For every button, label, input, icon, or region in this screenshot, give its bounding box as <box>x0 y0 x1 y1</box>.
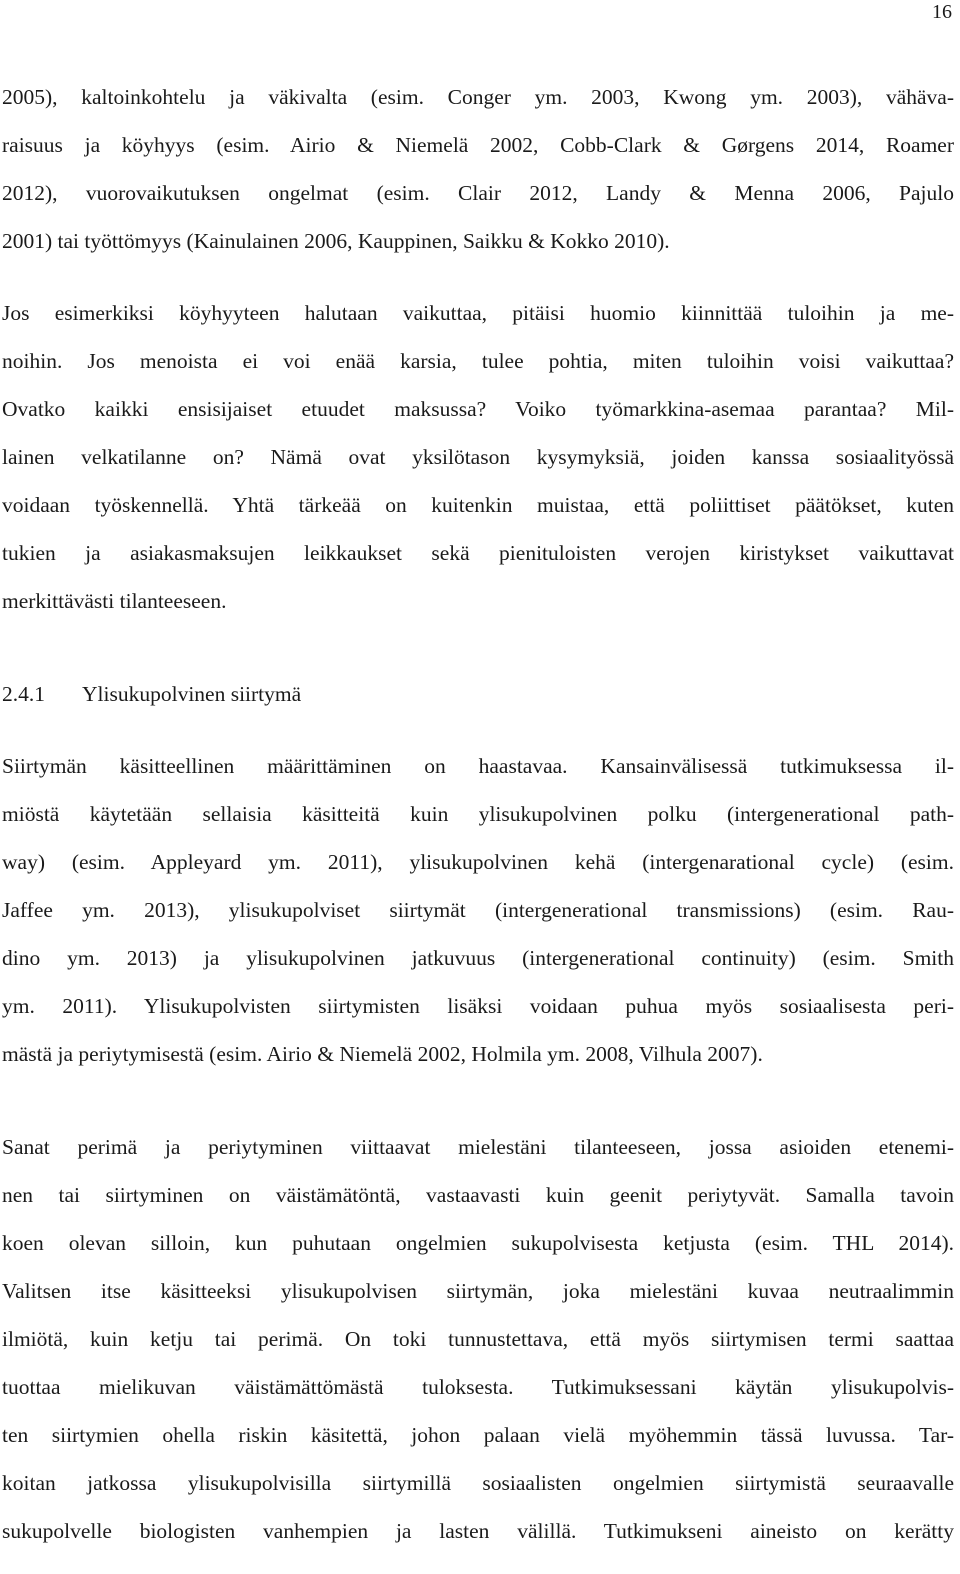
paragraph <box>2 289 954 625</box>
text-line: ym. 2011). Ylisukupolvisten siirtymisten lisäksi voidaan puhua myös sosiaalisesta peri- <box>2 994 954 1018</box>
page-number: 16 <box>932 1 952 23</box>
text-line: ilmiötä, kuin ketju tai perimä. On toki tunnustettava, että myös siirtymisen termi saattaa <box>2 1327 954 1351</box>
paragraph-gap <box>2 1078 954 1123</box>
section-heading <box>2 670 954 718</box>
text-line: way) (esim. Appleyard ym. 2011), ylisukupolvinen kehä (intergenarational cycle) (esim. <box>2 850 954 874</box>
text-line: lainen velkatilanne on? Nämä ovat yksilötason kysymyksiä, joiden kanssa sosiaalityössä <box>2 445 954 469</box>
text-line: ten siirtymien ohella riskin käsitettä, johon palaan vielä myöhemmin tässä luvussa. Tar- <box>2 1423 954 1447</box>
text-line: 2001) tai työttömyys (Kainulainen 2006, Kauppinen, Saikku & Kokko 2010). <box>2 229 670 253</box>
text-line: dino ym. 2013) ja ylisukupolvinen jatkuvuus (intergenerational continuity) (esim. Smith <box>2 946 954 970</box>
text-line: mästä ja periytymisestä (esim. Airio & Niemelä 2002, Holmila ym. 2008, Vilhula 2007). <box>2 1042 763 1066</box>
paragraph-gap <box>2 718 954 742</box>
text-line: Valitsen itse käsitteeksi ylisukupolvisen siirtymän, joka mielestäni kuvaa neutraalimmin <box>2 1279 954 1303</box>
section-title: Ylisukupolvinen siirtymä <box>82 682 302 706</box>
paragraph-gap <box>2 265 954 289</box>
text-line: nen tai siirtyminen on väistämätöntä, vastaavasti kuin geenit periytyvät. Samalla tavoin <box>2 1183 954 1207</box>
text-line: Jaffee ym. 2013), ylisukupolviset siirtymät (intergenerational transmissions) (esim. Rau- <box>2 898 954 922</box>
text-line: tukien ja asiakasmaksujen leikkaukset sekä pienituloisten verojen kiristykset vaikuttavat <box>2 541 954 565</box>
text-line: tuottaa mielikuvan väistämättömästä tuloksesta. Tutkimuksessani käytän ylisukupolvis- <box>2 1375 954 1399</box>
paragraph <box>2 73 954 265</box>
text-line: voidaan työskennellä. Yhtä tärkeää on kuitenkin muistaa, että poliittiset päätökset, kuten <box>2 493 954 517</box>
text-line: Ovatko kaikki ensisijaiset etuudet maksussa? Voiko työmarkkina-asemaa parantaa? Mil- <box>2 397 954 421</box>
text-line: 2012), vuorovaikutuksen ongelmat (esim. Clair 2012, Landy & Menna 2006, Pajulo <box>2 181 954 205</box>
text-line: koen olevan silloin, kun puhutaan ongelmien sukupolvisesta ketjusta (esim. THL 2014). <box>2 1231 954 1255</box>
text-line: Sanat perimä ja periytyminen viittaavat mielestäni tilanteeseen, jossa asioiden etenemi- <box>2 1135 954 1159</box>
text-line: koitan jatkossa ylisukupolvisilla siirtymillä sosiaalisten ongelmien siirtymistä seuraavalle <box>2 1471 954 1495</box>
text-line: noihin. Jos menoista ei voi enää karsia, tulee pohtia, miten tuloihin voisi vaikuttaa? <box>2 349 954 373</box>
paragraph <box>2 1123 954 1555</box>
document-body <box>2 73 954 1555</box>
paragraph-gap <box>2 625 954 670</box>
text-line: sukupolvelle biologisten vanhempien ja lasten välillä. Tutkimukseni aineisto on kerätty <box>2 1519 954 1543</box>
text-line: merkittävästi tilanteeseen. <box>2 589 227 613</box>
text-line: Siirtymän käsitteellinen määrittäminen on haastavaa. Kansainvälisessä tutkimuksessa il- <box>2 754 954 778</box>
text-line: Jos esimerkiksi köyhyyteen halutaan vaikuttaa, pitäisi huomio kiinnittää tuloihin ja me- <box>2 301 954 325</box>
text-line: miöstä käytetään sellaisia käsitteitä kuin ylisukupolvinen polku (intergenerational path- <box>2 802 954 826</box>
section-number: 2.4.1 <box>2 682 45 706</box>
paragraph <box>2 742 954 1078</box>
text-line: raisuus ja köyhyys (esim. Airio & Niemelä 2002, Cobb-Clark & Gørgens 2014, Roamer <box>2 133 954 157</box>
text-line: 2005), kaltoinkohtelu ja väkivalta (esim. Conger ym. 2003, Kwong ym. 2003), vähäva- <box>2 85 954 109</box>
